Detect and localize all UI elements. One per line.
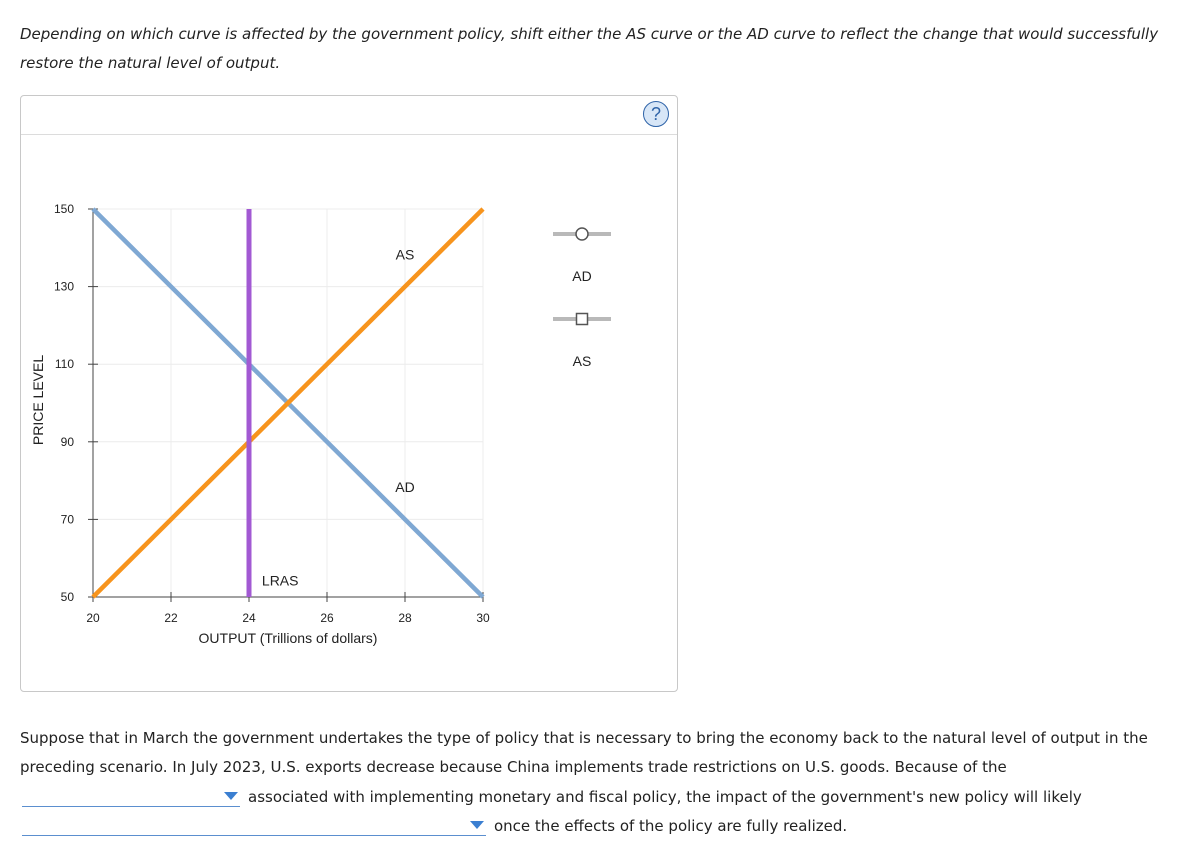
x-tick-label: 28 <box>398 611 412 625</box>
x-tick-label: 30 <box>476 611 490 625</box>
x-tick-label: 26 <box>320 611 334 625</box>
y-tick-label: 150 <box>53 202 74 216</box>
legend-tool-as[interactable] <box>553 314 611 370</box>
series[interactable] <box>93 209 483 597</box>
y-tick-label: 90 <box>60 434 74 449</box>
curve-label-ad: AD <box>395 479 415 496</box>
y-tick-label: 110 <box>54 357 74 372</box>
curve-label-lras: LRAS <box>261 572 299 589</box>
x-tick-label: 22 <box>164 611 178 625</box>
dropdown-impact[interactable] <box>22 815 486 836</box>
question-intro: Suppose that in March the government undertakes the type of policy that is necessary to bring the economy back to the natural level of output in the preceding scenario. In July 2023, U.S. exports decrease because China implements trade restrictions on U.S. goods. Because of the <box>20 729 1148 776</box>
instruction-text: Depending on which curve is affected by the government policy, shift either the AS curve or the AD curve to reflect the change that would successfully restore the natural level of output. <box>20 25 1159 72</box>
curve-label-as: AS <box>395 246 415 263</box>
legend[interactable] <box>553 228 611 369</box>
y-tick-label: 50 <box>60 590 74 604</box>
help-button[interactable]: ? <box>643 101 669 127</box>
chevron-down-icon <box>224 792 238 800</box>
x-tick-label: 24 <box>242 611 256 625</box>
question-line4: once the effects of the policy are fully realized. <box>494 817 848 835</box>
y-axis-label: PRICE LEVEL <box>30 354 46 446</box>
square-marker-icon <box>577 314 588 325</box>
dropdown-reason[interactable] <box>22 786 240 807</box>
circle-marker-icon <box>576 228 588 240</box>
y-tick-label: 130 <box>53 279 74 294</box>
x-tick-label: 20 <box>86 611 100 625</box>
legend-tool-ad[interactable] <box>553 228 611 284</box>
legend-label: AS <box>572 353 592 369</box>
legend-label: AD <box>572 268 592 284</box>
question-line3: associated with implementing monetary and fiscal policy, the impact of the government's new policy will likely <box>248 788 1082 806</box>
x-axis-label: OUTPUT (Trillions of dollars) <box>198 630 378 646</box>
chevron-down-icon <box>470 821 484 829</box>
y-tick-label: 70 <box>60 512 74 527</box>
